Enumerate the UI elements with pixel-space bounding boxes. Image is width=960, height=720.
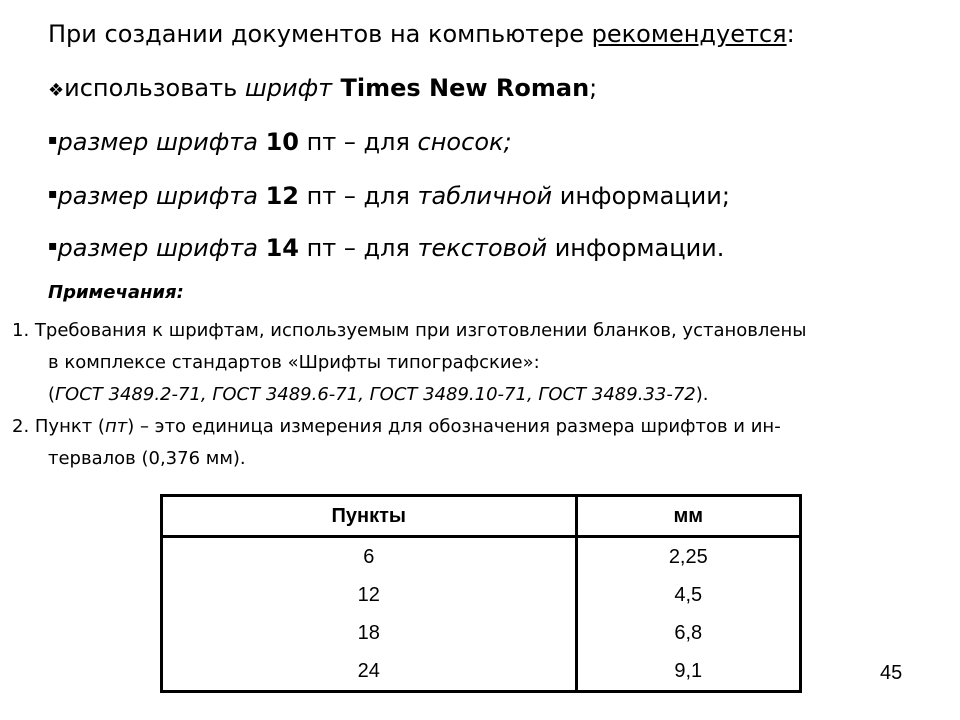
note-1-line-1: 1. Требования к шрифтам, используемым при изготовлении бланков, установлены	[12, 320, 807, 341]
size-item-italic2: сносок;	[417, 128, 512, 156]
size-item-mid: пт – для	[298, 234, 418, 262]
size-item-italic1: размер шрифта	[57, 234, 266, 262]
note-1-line-3	[48, 384, 708, 405]
intro-text: При создании документов на компьютере	[48, 20, 592, 48]
rec-font-pre: использовать	[64, 74, 245, 102]
intro-colon: :	[786, 20, 795, 48]
size-item-italic2: текстовой	[417, 234, 548, 262]
size-item-12	[48, 182, 730, 210]
size-item-num: 12	[265, 182, 299, 210]
note-1-gost: ГОСТ 3489.2-71, ГОСТ 3489.6-71, ГОСТ 3489.10-71, ГОСТ 3489.33-72	[55, 384, 696, 405]
intro-underlined: рекомендуется	[591, 20, 787, 48]
rec-font-bold: Times New Roman	[332, 74, 590, 102]
note-2-line-2: тервалов (0,376 мм).	[48, 448, 246, 469]
note-2-a: 2. Пункт (	[12, 416, 105, 437]
table-row	[162, 537, 801, 577]
square-bullet-icon: ▪	[48, 132, 58, 148]
note-2-b: ) – это единица измерения для обозначения размера шрифтов и ин-	[127, 416, 781, 437]
table-header-row	[162, 496, 801, 537]
notes-title: Примечания:	[48, 282, 184, 303]
table-header-mm: мм	[576, 496, 800, 537]
size-item-10	[48, 128, 512, 156]
table-row	[162, 614, 801, 652]
points-table	[160, 494, 802, 693]
page-number: 45	[880, 662, 903, 684]
size-item-italic2: табличной	[417, 182, 553, 210]
intro-line	[48, 20, 795, 48]
square-bullet-icon: ▪	[48, 238, 58, 254]
rec-font-line	[48, 74, 597, 102]
size-item-italic1: размер шрифта	[57, 182, 266, 210]
diamond-bullet-icon: ❖	[48, 80, 65, 101]
size-item-14	[48, 234, 724, 262]
table-header-points: Пункты	[162, 496, 577, 537]
size-item-num: 14	[265, 234, 299, 262]
table-cell-points: 24	[162, 652, 577, 692]
table-cell-mm: 4,5	[576, 576, 800, 614]
size-item-mid: пт – для	[298, 182, 418, 210]
note-1-close: ).	[695, 384, 709, 405]
size-item-italic1: размер шрифта	[57, 128, 266, 156]
note-1-line-2: в комплексе стандартов «Шрифты типографские»:	[48, 352, 540, 373]
note-1-open: (	[48, 384, 56, 405]
square-bullet-icon: ▪	[48, 186, 58, 202]
table-cell-mm: 2,25	[576, 537, 800, 577]
size-item-mid: пт – для	[298, 128, 418, 156]
table-cell-points: 6	[162, 537, 577, 577]
rec-font-italic: шрифт	[244, 74, 333, 102]
rec-font-end: ;	[589, 74, 598, 102]
table-row	[162, 576, 801, 614]
size-item-num: 10	[265, 128, 299, 156]
table-row	[162, 652, 801, 692]
table-cell-points: 18	[162, 614, 577, 652]
table-cell-mm: 6,8	[576, 614, 800, 652]
size-item-tail: информации.	[547, 234, 725, 262]
size-item-tail: информации;	[552, 182, 730, 210]
note-2-line-1	[12, 416, 781, 437]
table-cell-mm: 9,1	[576, 652, 800, 692]
note-2-italic: пт	[104, 416, 128, 437]
table-cell-points: 12	[162, 576, 577, 614]
